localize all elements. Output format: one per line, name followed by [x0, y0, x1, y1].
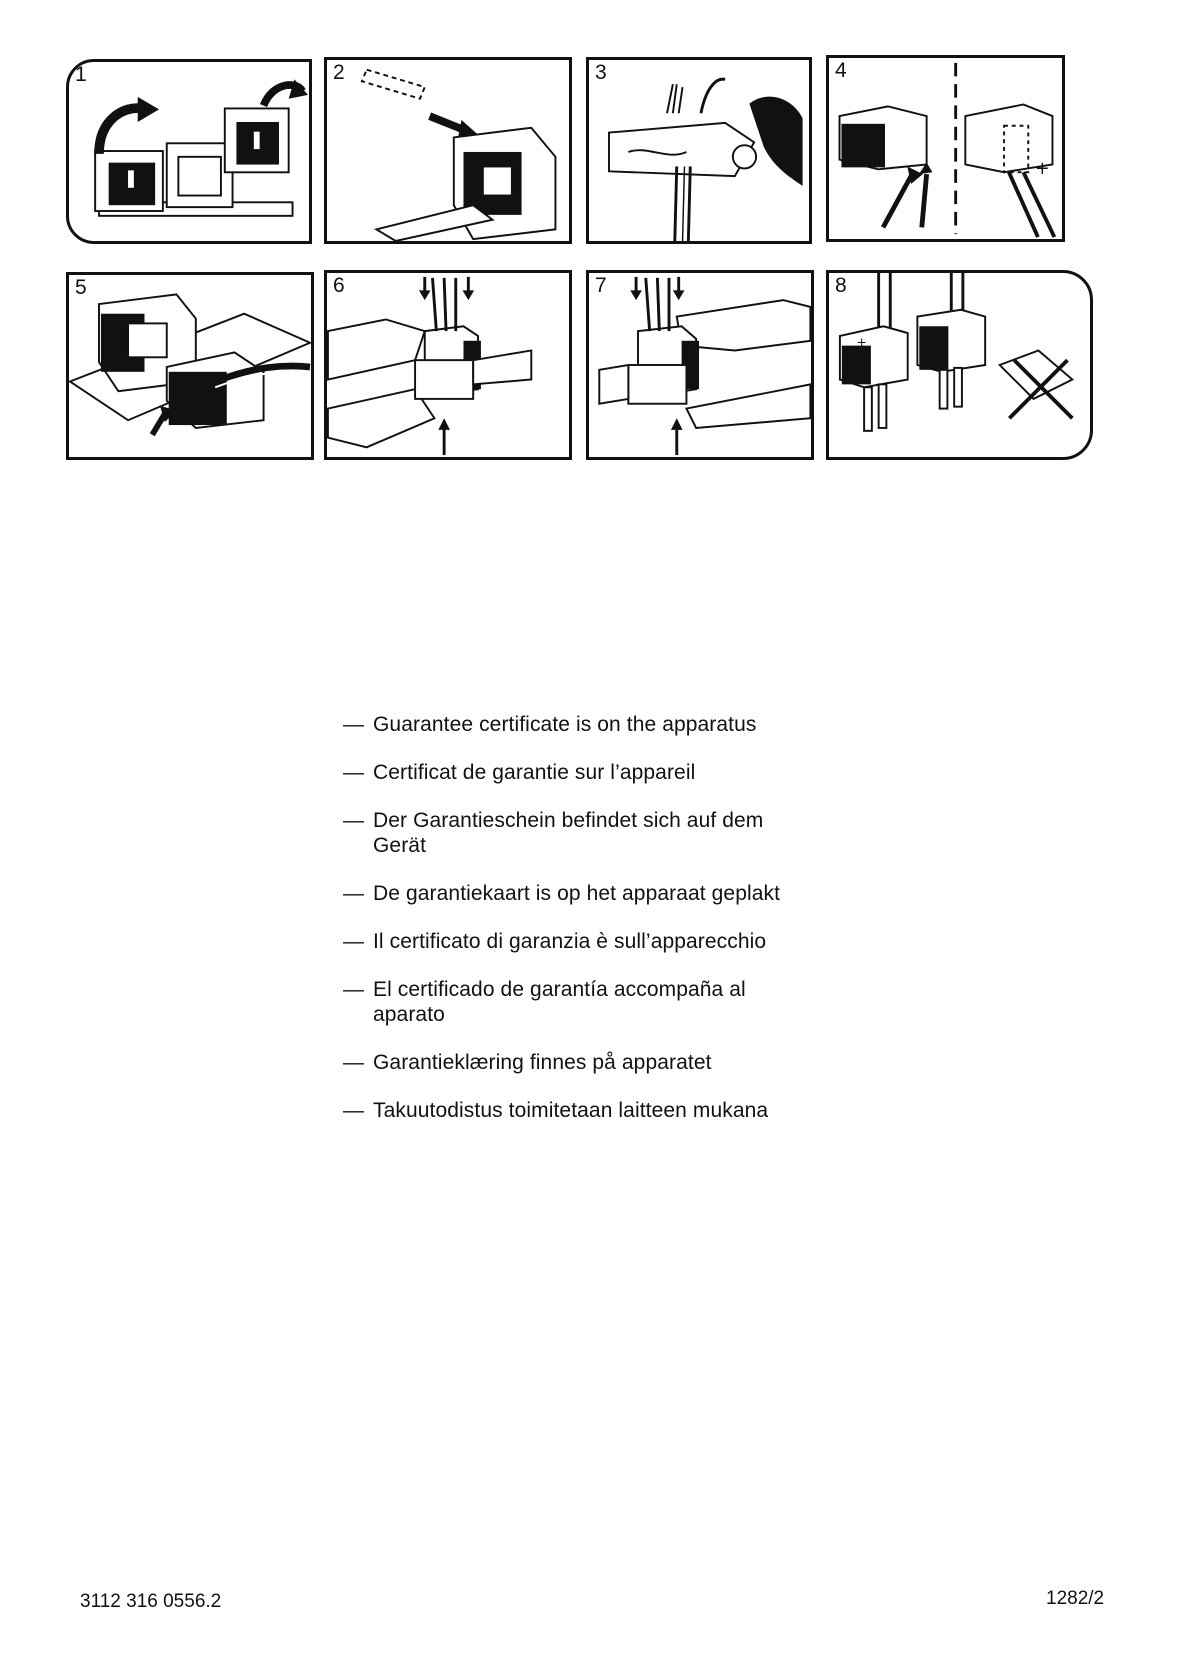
panel-number: 8 — [835, 274, 847, 297]
instruction-panel-3 — [586, 57, 812, 244]
note-dash: — — [343, 1099, 365, 1122]
pin-crimping-second-illustration — [589, 273, 811, 457]
plus-mark: + — [856, 334, 867, 350]
panel-number: 2 — [333, 61, 345, 84]
note-english — [343, 712, 863, 737]
note-spanish — [343, 977, 863, 1027]
panel-number: 3 — [595, 61, 607, 84]
note-text: De garantiekaart is op het apparaat geplakt — [373, 882, 781, 905]
revision-code: 1282/2 — [1046, 1588, 1105, 1609]
note-finnish — [343, 1098, 863, 1123]
note-text: Guarantee certificate is on the apparatus — [373, 713, 757, 736]
correct-connection-illustration — [829, 273, 1090, 457]
note-norwegian — [343, 1050, 863, 1075]
note-italian — [343, 929, 863, 954]
instruction-panel-8 — [826, 270, 1093, 460]
note-text: Takuutodistus toimitetaan laitteen mukana — [373, 1099, 769, 1122]
plus-mark: + — [1035, 159, 1050, 180]
note-dash: — — [343, 882, 365, 905]
pin-crimping-illustration — [327, 273, 569, 457]
note-dash: — — [343, 809, 365, 832]
panel-number: 5 — [75, 276, 87, 299]
instruction-panel-1 — [66, 59, 312, 244]
note-dash: — — [343, 1051, 365, 1074]
panel-number: 6 — [333, 274, 345, 297]
panel-number: 1 — [75, 63, 87, 86]
part-number: 3112 316 0556.2 — [80, 1591, 222, 1612]
guarantee-notes — [343, 712, 863, 1146]
cartridge-insertion-illustration — [69, 275, 311, 457]
note-text: Il certificato di garanzia è sull’apparecchio — [373, 930, 767, 953]
note-text: Der Garantieschein befindet sich auf dem Gerät — [373, 809, 764, 857]
note-dash: — — [343, 713, 365, 736]
instruction-panel-6 — [324, 270, 572, 460]
panel-number: 7 — [595, 274, 607, 297]
note-text: El certificado de garantía accompaña al aparato — [373, 978, 746, 1026]
polarity-check-illustration — [829, 58, 1062, 239]
note-text: Garantieklæring finnes på apparatet — [373, 1051, 712, 1074]
instruction-panel-5 — [66, 272, 314, 460]
note-german — [343, 808, 863, 858]
instruction-panel-2 — [324, 57, 572, 244]
note-text: Certificat de garantie sur l’appareil — [373, 761, 696, 784]
instruction-panel-7 — [586, 270, 814, 460]
panel-number: 4 — [835, 59, 847, 82]
cartridge-swap-illustration — [69, 62, 309, 241]
note-french — [343, 760, 863, 785]
stylus-removal-illustration — [327, 60, 569, 241]
wire-stripping-illustration — [589, 60, 809, 241]
note-dutch — [343, 881, 863, 906]
note-dash: — — [343, 930, 365, 953]
note-dash: — — [343, 978, 365, 1001]
note-dash: — — [343, 761, 365, 784]
instruction-panel-4 — [826, 55, 1065, 242]
